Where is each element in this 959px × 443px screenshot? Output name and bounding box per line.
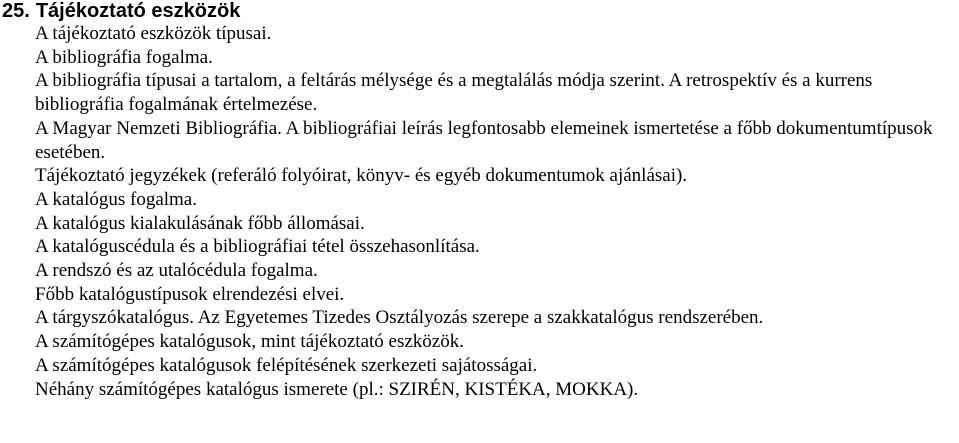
topic-item: A bibliográfia fogalma. <box>35 46 213 68</box>
topic-item: A bibliográfia típusai a tartalom, a feltárás mélysége és a megtalálás módja szerint. A retrospektív és a kurrens bibliográfia fogalmának értelmezése. <box>35 70 873 116</box>
topic-list <box>35 22 957 401</box>
topic-item: A tájékoztató eszközök típusai. <box>35 23 272 44</box>
topic-item: Néhány számítógépes katalógus ismerete (pl.: SZIRÉN, KISTÉKA, MOKKA). <box>35 378 639 400</box>
topic-item: Tájékoztató jegyzékek (referáló folyóirat, könyv- és egyéb dokumentumok ajánlásai). <box>35 165 688 187</box>
topic-item: Főbb katalógustípusok elrendezési elvei. <box>35 283 345 305</box>
topic-item: A katalógus fogalma. <box>35 188 197 210</box>
section-number: 25. <box>2 0 30 22</box>
topic-item: A tárgyszókatalógus. Az Egyetemes Tizedes Osztályozás szerepe a szakkatalógus rendszerében. <box>35 307 764 329</box>
section-title: Tájékoztató eszközök <box>35 0 241 22</box>
topic-item: A katalógus kialakulásának főbb állomásai. <box>35 212 365 234</box>
topic-item: A Magyar Nemzeti Bibliográfia. A bibliográfiai leírás legfontosabb elemeinek ismertetése a főbb dokumentumtípusok esetében. <box>35 117 933 163</box>
topic-item: A katalóguscédula és a bibliográfiai tétel összehasonlítása. <box>35 236 480 258</box>
topic-item: A számítógépes katalógusok, mint tájékoztató eszközök. <box>35 331 464 353</box>
section-heading <box>2 0 240 22</box>
topic-item: A számítógépes katalógusok felépítésének szerkezeti sajátosságai. <box>35 354 538 376</box>
topic-item: A rendszó és az utalócédula fogalma. <box>35 260 318 282</box>
